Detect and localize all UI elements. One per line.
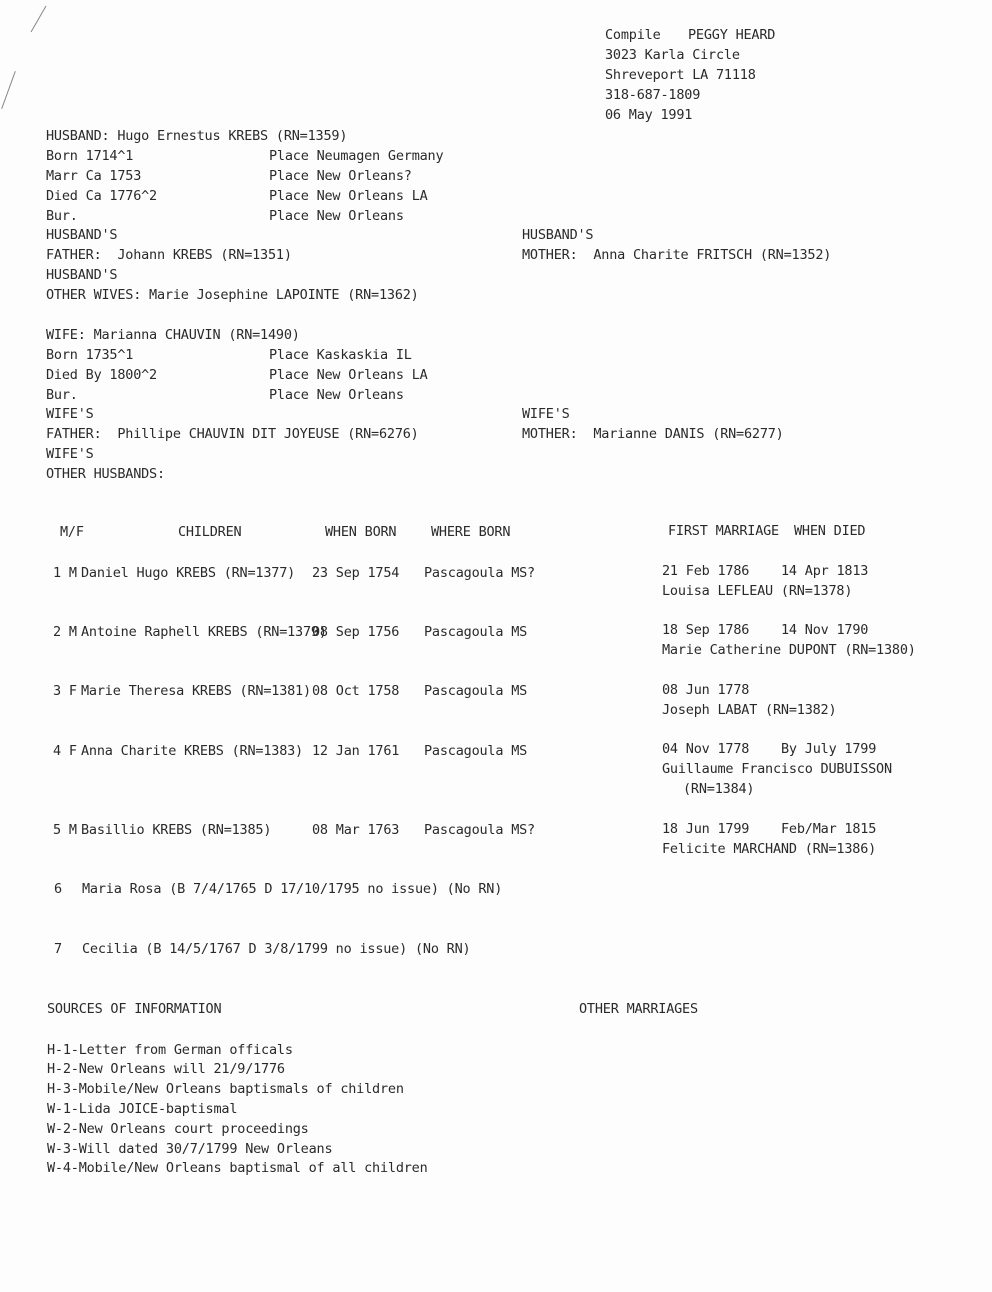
- child-spouse: Joseph LABAT (RN=1382): [662, 702, 837, 718]
- source-item: W-4-Mobile/New Orleans baptismal of all children: [47, 1160, 428, 1176]
- child-marriage: 21 Feb 1786: [662, 563, 750, 579]
- husband-mother-prefix: HUSBAND'S: [522, 227, 594, 243]
- child-born: 23 Sep 1754: [312, 565, 400, 581]
- wife-died-place: Place New Orleans LA: [269, 367, 428, 383]
- compiler-name: PEGGY HEARD: [688, 27, 776, 43]
- source-item: W-1-Lida JOICE-baptismal: [47, 1101, 238, 1117]
- child-marriage: 18 Sep 1786: [662, 622, 750, 638]
- child-marriage: 08 Jun 1778: [662, 682, 750, 698]
- husband-died-place: Place New Orleans LA: [269, 188, 428, 204]
- child-died: By July 1799: [781, 741, 877, 757]
- col-children: CHILDREN: [178, 524, 242, 540]
- child-name: Anna Charite KREBS (RN=1383): [81, 743, 303, 759]
- compiler-date: 06 May 1991: [605, 107, 693, 123]
- wife-other-prefix: WIFE'S: [46, 446, 94, 462]
- husband-bur-place: Place New Orleans: [269, 208, 404, 224]
- sources-title: SOURCES OF INFORMATION: [47, 1001, 222, 1017]
- scan-mark: [1, 71, 16, 109]
- child-name: Basillio KREBS (RN=1385): [81, 822, 272, 838]
- child-num-sex: 4 F: [53, 743, 77, 759]
- child-num-sex: 3 F: [53, 683, 77, 699]
- wife-father: FATHER: Phillipe CHAUVIN DIT JOYEUSE (RN=6276): [46, 426, 419, 442]
- source-item: H-1-Letter from German officals: [47, 1042, 293, 1058]
- child-marriage: 04 Nov 1778: [662, 741, 750, 757]
- child-spouse: Guillaume Francisco DUBUISSON: [662, 761, 892, 777]
- husband-father-prefix: HUSBAND'S: [46, 227, 118, 243]
- husband-father: FATHER: Johann KREBS (RN=1351): [46, 247, 292, 263]
- wife-mother: MOTHER: Marianne DANIS (RN=6277): [522, 426, 784, 442]
- wife-mother-prefix: WIFE'S: [522, 406, 570, 422]
- child-where: Pascagoula MS: [424, 683, 528, 699]
- child-died: Feb/Mar 1815: [781, 821, 877, 837]
- husband-died: Died Ca 1776^2: [46, 188, 157, 204]
- compiler-phone: 318-687-1809: [605, 87, 701, 103]
- col-first-marriage: FIRST MARRIAGE: [668, 523, 779, 539]
- col-mf: M/F: [60, 524, 84, 540]
- child-born: 08 Mar 1763: [312, 822, 400, 838]
- col-when-born: WHEN BORN: [325, 524, 397, 540]
- wife-header: WIFE: Marianna CHAUVIN (RN=1490): [46, 327, 300, 343]
- child-where: Pascagoula MS?: [424, 565, 535, 581]
- wife-father-prefix: WIFE'S: [46, 406, 94, 422]
- child-where: Pascagoula MS?: [424, 822, 535, 838]
- wife-born-place: Place Kaskaskia IL: [269, 347, 412, 363]
- source-item: W-2-New Orleans court proceedings: [47, 1121, 309, 1137]
- child-num-sex: 2 M: [53, 624, 77, 640]
- husband-born: Born 1714^1: [46, 148, 134, 164]
- wife-other-husbands: OTHER HUSBANDS:: [46, 466, 165, 482]
- husband-born-place: Place Neumagen Germany: [269, 148, 444, 164]
- source-item: W-3-Will dated 30/7/1799 New Orleans: [47, 1141, 333, 1157]
- husband-header: HUSBAND: Hugo Ernestus KREBS (RN=1359): [46, 128, 348, 144]
- compiler-address1: 3023 Karla Circle: [605, 47, 740, 63]
- wife-bur-place: Place New Orleans: [269, 387, 404, 403]
- source-item: H-2-New Orleans will 21/9/1776: [47, 1061, 285, 1077]
- husband-other-wives: OTHER WIVES: Marie Josephine LAPOINTE (RN=1362): [46, 287, 419, 303]
- wife-died: Died By 1800^2: [46, 367, 157, 383]
- extra-child-text: Cecilia (B 14/5/1767 D 3/8/1799 no issue) (No RN): [82, 941, 471, 957]
- source-item: H-3-Mobile/New Orleans baptismals of children: [47, 1081, 404, 1097]
- child-num-sex: 5 M: [53, 822, 77, 838]
- extra-child-text: Maria Rosa (B 7/4/1765 D 17/10/1795 no issue) (No RN): [82, 881, 503, 897]
- child-died: 14 Apr 1813: [781, 563, 869, 579]
- child-name: Antoine Raphell KREBS (RN=1379): [81, 624, 327, 640]
- col-where-born: WHERE BORN: [431, 524, 511, 540]
- child-died: 14 Nov 1790: [781, 622, 869, 638]
- col-when-died: WHEN DIED: [794, 523, 866, 539]
- husband-bur: Bur.: [46, 208, 78, 224]
- husband-marr: Marr Ca 1753: [46, 168, 142, 184]
- wife-bur: Bur.: [46, 387, 78, 403]
- wife-born: Born 1735^1: [46, 347, 134, 363]
- child-spouse: Felicite MARCHAND (RN=1386): [662, 841, 877, 857]
- child-marriage: 18 Jun 1799: [662, 821, 750, 837]
- compiler-address2: Shreveport LA 71118: [605, 67, 756, 83]
- compiler-label: Compile: [605, 27, 661, 43]
- husband-other-prefix: HUSBAND'S: [46, 267, 118, 283]
- child-spouse: Louisa LEFLEAU (RN=1378): [662, 583, 853, 599]
- husband-mother: MOTHER: Anna Charite FRITSCH (RN=1352): [522, 247, 832, 263]
- extra-child-num: 7: [54, 941, 62, 957]
- child-born: 08 Oct 1758: [312, 683, 400, 699]
- child-name: Marie Theresa KREBS (RN=1381): [81, 683, 311, 699]
- child-where: Pascagoula MS: [424, 743, 528, 759]
- child-name: Daniel Hugo KREBS (RN=1377): [81, 565, 296, 581]
- extra-child-num: 6: [54, 881, 62, 897]
- child-spouse-rn: (RN=1384): [683, 781, 755, 797]
- child-num-sex: 1 M: [53, 565, 77, 581]
- husband-marr-place: Place New Orleans?: [269, 168, 412, 184]
- child-spouse: Marie Catherine DUPONT (RN=1380): [662, 642, 916, 658]
- child-born: 12 Jan 1761: [312, 743, 400, 759]
- other-marriages-title: OTHER MARRIAGES: [579, 1001, 698, 1017]
- child-born: 08 Sep 1756: [312, 624, 400, 640]
- child-where: Pascagoula MS: [424, 624, 528, 640]
- scan-mark: [31, 6, 47, 32]
